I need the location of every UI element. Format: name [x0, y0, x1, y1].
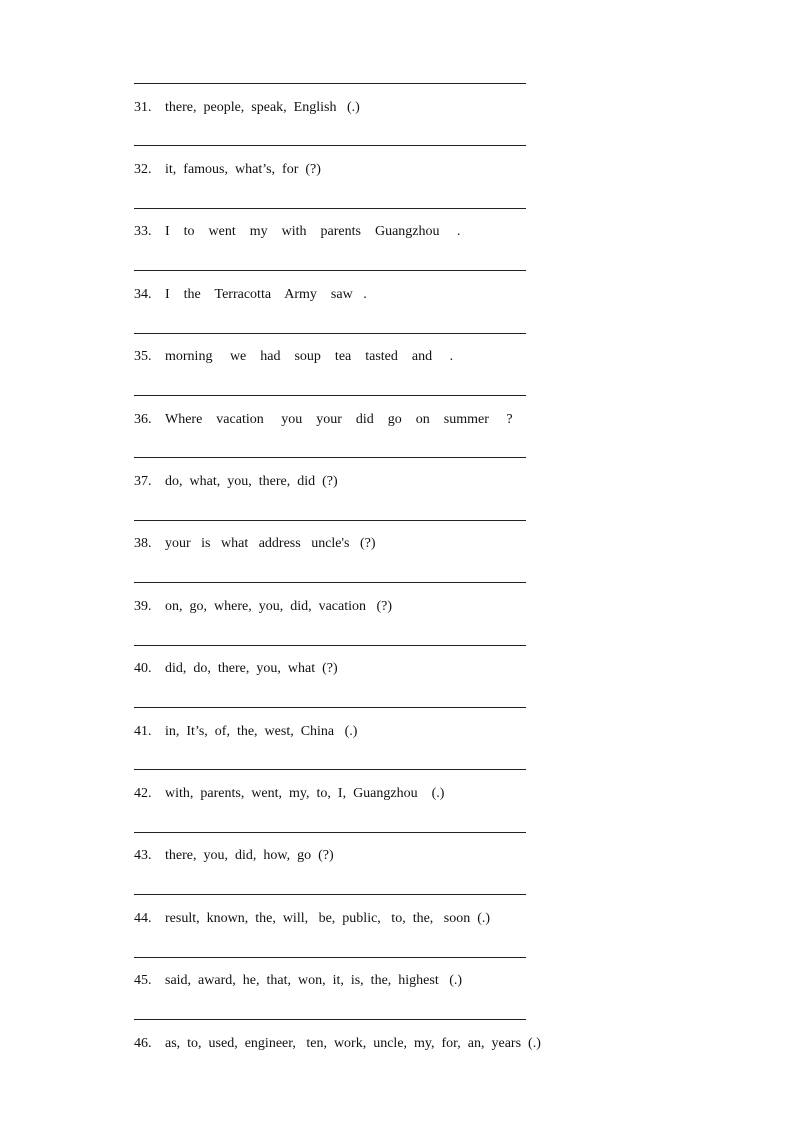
exercise-number: 31.: [134, 100, 152, 115]
exercise-item: [134, 471, 338, 493]
answer-line[interactable]: [134, 957, 526, 958]
answer-line[interactable]: [134, 208, 526, 209]
exercise-number: 45.: [134, 973, 152, 988]
exercise-number: 43.: [134, 848, 152, 863]
exercise-number: 37.: [134, 474, 152, 489]
answer-line[interactable]: [134, 270, 526, 271]
answer-line[interactable]: [134, 83, 526, 84]
answer-line[interactable]: [134, 520, 526, 521]
answer-line[interactable]: [134, 333, 526, 334]
exercise-text: I to went my with parents Guangzhou .: [165, 224, 461, 239]
exercise-item: [134, 533, 376, 555]
exercise-text: it, famous, what’s, for (?): [165, 162, 321, 177]
exercise-item: [134, 409, 513, 431]
exercise-item: [134, 346, 453, 368]
exercise-number: 35.: [134, 349, 152, 364]
answer-line[interactable]: [134, 769, 526, 770]
exercise-number: 38.: [134, 536, 152, 551]
answer-line[interactable]: [134, 707, 526, 708]
exercise-number: 33.: [134, 224, 152, 239]
exercise-text: morning we had soup tea tasted and .: [165, 349, 454, 364]
exercise-item: [134, 783, 444, 805]
exercise-text: I the Terracotta Army saw .: [165, 287, 367, 302]
exercise-number: 40.: [134, 661, 152, 676]
answer-line[interactable]: [134, 1019, 526, 1020]
exercise-item: [134, 970, 462, 992]
exercise-number: 32.: [134, 162, 152, 177]
exercise-text: your is what address uncle's (?): [165, 536, 376, 551]
exercise-text: with, parents, went, my, to, I, Guangzhou (.): [165, 786, 445, 801]
exercise-number: 39.: [134, 599, 152, 614]
answer-line[interactable]: [134, 894, 526, 895]
exercise-item: [134, 97, 360, 119]
answer-line[interactable]: [134, 457, 526, 458]
exercise-item: [134, 658, 338, 680]
answer-line[interactable]: [134, 645, 526, 646]
exercise-text: there, you, did, how, go (?): [165, 848, 334, 863]
exercise-text: result, known, the, will, be, public, to, the, soon (.): [165, 911, 491, 926]
exercise-text: do, what, you, there, did (?): [165, 474, 338, 489]
exercise-number: 34.: [134, 287, 152, 302]
exercise-text: Where vacation you your did go on summer ?: [165, 412, 513, 427]
exercise-number: 44.: [134, 911, 152, 926]
answer-line[interactable]: [134, 395, 526, 396]
exercise-item: [134, 1033, 541, 1055]
exercise-item: [134, 221, 461, 243]
exercise-item: [134, 284, 367, 306]
exercise-text: did, do, there, you, what (?): [165, 661, 338, 676]
exercise-text: as, to, used, engineer, ten, work, uncle, my, for, an, years (.): [165, 1036, 541, 1051]
exercise-item: [134, 159, 321, 181]
exercise-number: 46.: [134, 1036, 152, 1051]
exercise-number: 41.: [134, 724, 152, 739]
answer-line[interactable]: [134, 832, 526, 833]
exercise-text: said, award, he, that, won, it, is, the, highest (.): [165, 973, 463, 988]
exercise-number: 36.: [134, 412, 152, 427]
exercise-text: on, go, where, you, did, vacation (?): [165, 599, 393, 614]
exercise-item: [134, 845, 334, 867]
exercise-item: [134, 721, 357, 743]
exercise-text: in, It’s, of, the, west, China (.): [165, 724, 358, 739]
exercise-text: there, people, speak, English (.): [165, 100, 360, 115]
exercise-item: [134, 596, 392, 618]
exercise-number: 42.: [134, 786, 152, 801]
answer-line[interactable]: [134, 145, 526, 146]
exercise-item: [134, 908, 490, 930]
answer-line[interactable]: [134, 582, 526, 583]
